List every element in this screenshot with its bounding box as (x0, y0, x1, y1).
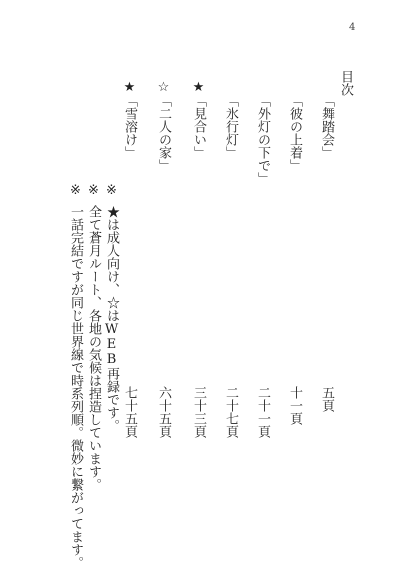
note-text: ★は成人向け、☆はWEB再録です。 (104, 205, 119, 432)
toc-entry-title: 「二人の家」 (156, 94, 171, 172)
toc-entry-marker: ☆ (156, 80, 171, 95)
toc-entry-title: 「雪溶け」 (122, 94, 137, 159)
toc-entry-page: 十一頁 (287, 386, 302, 425)
toc-title: 目次 (338, 70, 353, 96)
note-mark: ※ (68, 183, 83, 198)
note-line (104, 183, 119, 432)
toc-entry-page: 五頁 (319, 386, 334, 412)
toc-entry-page: 三十三頁 (191, 386, 206, 438)
note-line (86, 183, 101, 491)
note-mark: ※ (86, 183, 101, 198)
toc-entry-title: 「見合い」 (191, 94, 206, 159)
toc-entry-page: 二十七頁 (223, 386, 238, 438)
toc-entry-page: 七十五頁 (122, 386, 137, 438)
toc-entry-title: 「氷行灯」 (223, 94, 238, 159)
toc-entry-title: 「外灯の下で」 (255, 94, 270, 185)
toc-entry-marker: ★ (122, 80, 137, 95)
toc-entry-page: 六十五頁 (156, 386, 171, 438)
note-line (68, 183, 83, 569)
toc-entry-marker: ★ (191, 80, 206, 95)
toc-entry-title: 「舞踏会」 (319, 94, 334, 159)
page-number: 4 (349, 22, 356, 33)
note-mark: ※ (104, 183, 119, 198)
note-text: 一話完結ですが同じ世界線で時系列順。微妙に繋がってます。 (68, 205, 83, 569)
toc-entry-page: 二十一頁 (255, 386, 270, 438)
toc-entry-title: 「彼の上着」 (287, 94, 302, 172)
note-text: 全て蒼月ルート、各地の気候は捏造しています。 (86, 205, 101, 491)
